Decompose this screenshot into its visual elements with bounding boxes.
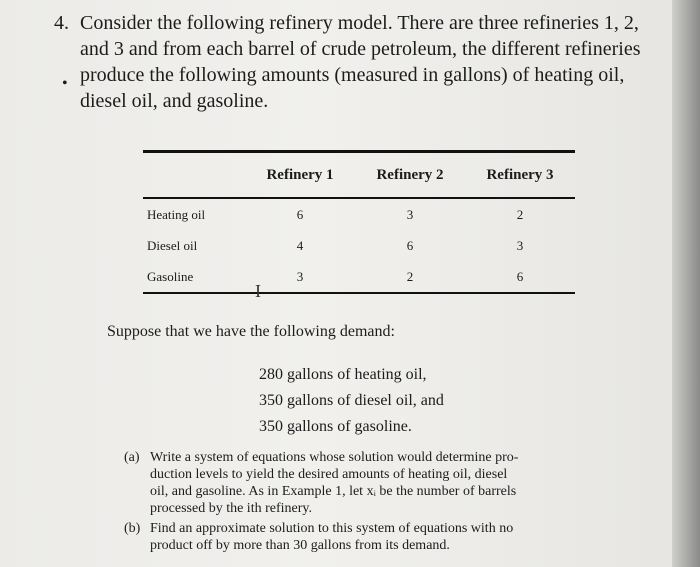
table-cell: 6 bbox=[296, 206, 304, 222]
demand-item: 350 gallons of diesel oil, and bbox=[259, 392, 444, 409]
part-tag: (b) bbox=[124, 521, 141, 536]
problem-line: produce the following amounts (measured in gallons) of heating oil, bbox=[80, 64, 625, 86]
table-cell: 3 bbox=[516, 237, 524, 253]
problem-line: Consider the following refinery model. There are three refineries 1, 2, bbox=[80, 12, 639, 34]
part-line: Write a system of equations whose solution would determine pro- bbox=[150, 450, 519, 465]
header-refinery-3: Refinery 3 bbox=[465, 152, 575, 199]
part-line: product off by more than 30 gallons from its demand. bbox=[150, 538, 450, 553]
part-a bbox=[110, 449, 610, 517]
header-empty bbox=[143, 152, 245, 199]
problem-line: diesel oil, and gasoline. bbox=[80, 90, 269, 112]
part-line: duction levels to yield the desired amounts of heating oil, diesel bbox=[150, 467, 508, 482]
margin-dot: • bbox=[62, 75, 68, 92]
table-cell: 2 bbox=[516, 206, 524, 222]
table-cell: 6 bbox=[465, 261, 575, 293]
demand-intro: Suppose that we have the following demand: bbox=[107, 323, 395, 340]
table-cell: 3 bbox=[245, 261, 355, 293]
row-label: Diesel oil bbox=[147, 237, 198, 253]
table-row bbox=[143, 198, 575, 230]
demand-list bbox=[259, 362, 444, 440]
page-edge-shadow bbox=[672, 0, 700, 567]
demand-item: 350 gallons of gasoline. bbox=[259, 418, 412, 435]
table-cell: 3 bbox=[406, 206, 414, 222]
part-line: processed by the ith refinery. bbox=[150, 501, 312, 516]
row-label: Heating oil bbox=[147, 206, 206, 222]
table-row bbox=[143, 261, 575, 293]
part-line: Find an approximate solution to this system of equations with no bbox=[150, 521, 514, 536]
table-cell: 6 bbox=[406, 237, 414, 253]
part-tag: (a) bbox=[124, 450, 140, 465]
part-line: oil, and gasoline. As in Example 1, let xᵢ be the number of barrels bbox=[150, 484, 517, 499]
question-parts bbox=[110, 449, 610, 557]
row-label: Gasoline bbox=[143, 261, 245, 293]
problem-number: 4. bbox=[54, 12, 69, 34]
table-cell: 4 bbox=[296, 237, 304, 253]
table-cell: 2 bbox=[355, 261, 465, 293]
table-row bbox=[143, 230, 575, 261]
part-b bbox=[110, 520, 610, 554]
header-refinery-1: Refinery 1 bbox=[245, 152, 355, 199]
problem-line: and 3 and from each barrel of crude petroleum, the different refineries bbox=[80, 38, 641, 60]
text-cursor-icon: I bbox=[255, 281, 261, 301]
table-header-row bbox=[143, 152, 575, 199]
header-refinery-2: Refinery 2 bbox=[355, 152, 465, 199]
refinery-table bbox=[143, 150, 575, 294]
demand-item: 280 gallons of heating oil, bbox=[259, 366, 427, 383]
